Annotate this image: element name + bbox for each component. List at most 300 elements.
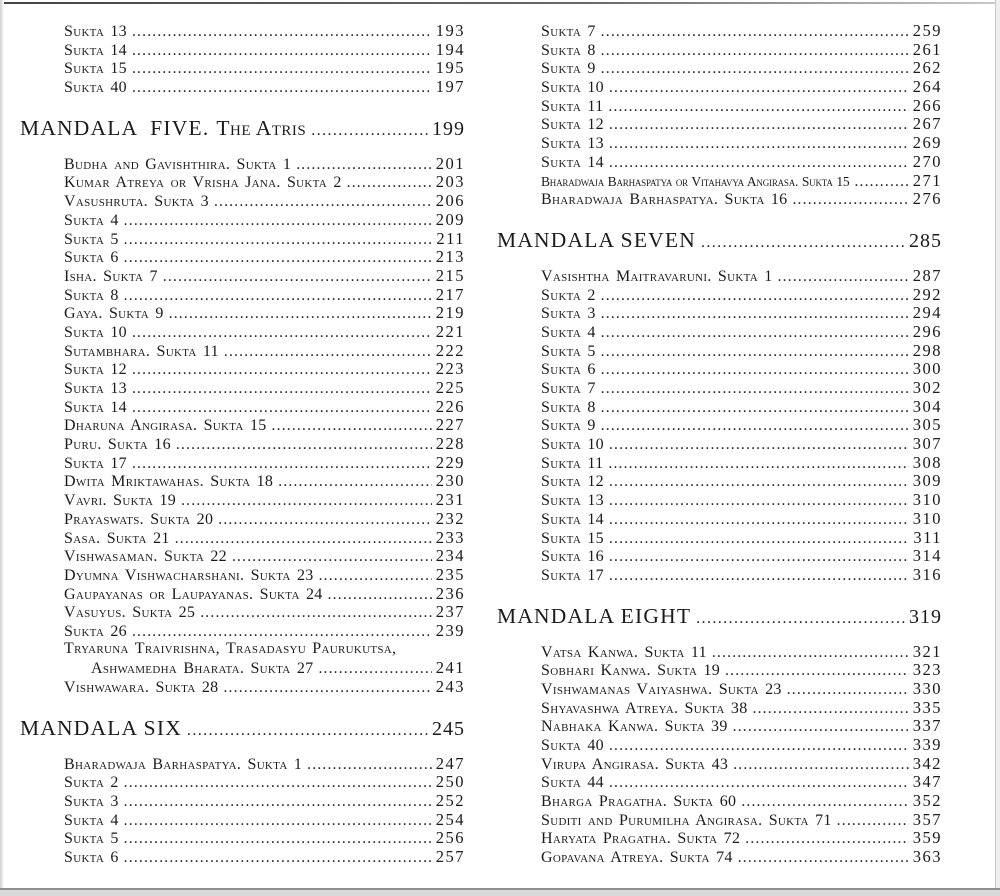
toc-entry <box>541 754 942 773</box>
dot-leader <box>124 793 432 811</box>
entry-label: Sukta 8 <box>541 41 596 59</box>
page-number: 311 <box>913 527 942 547</box>
toc-entry <box>541 58 942 77</box>
toc-entry <box>64 490 465 509</box>
dot-leader <box>176 436 432 454</box>
dot-leader <box>187 722 428 740</box>
dot-leader <box>854 173 908 191</box>
entry-label: Sukta 9 <box>541 417 596 435</box>
toc-entry <box>541 565 942 584</box>
column-0 <box>20 21 465 866</box>
page-number: 197 <box>435 77 465 97</box>
page-number: 310 <box>912 490 942 510</box>
toc-entry <box>541 490 942 509</box>
dot-leader <box>181 492 432 510</box>
toc-entry <box>64 584 465 603</box>
entry-label: Sukta 14 <box>541 153 604 171</box>
toc-entry <box>64 810 465 829</box>
toc-entry <box>541 509 942 528</box>
dot-leader <box>609 737 909 755</box>
page-number: 201 <box>435 153 465 173</box>
page-number: 316 <box>912 564 942 584</box>
entry-label: Sukta 4 <box>541 323 596 341</box>
dot-leader <box>224 343 432 361</box>
dot-leader <box>725 662 909 680</box>
dot-leader <box>601 399 909 417</box>
entry-label: Sukta 12 <box>64 361 127 379</box>
page-number: 321 <box>912 641 942 661</box>
dot-leader <box>696 610 905 628</box>
dot-leader <box>311 122 428 140</box>
page-number: 276 <box>912 189 942 209</box>
page-number: 193 <box>435 21 465 40</box>
entry-label: Sukta 2 <box>64 774 119 792</box>
entry-label: Sukta 14 <box>64 398 127 416</box>
entry-label: Sukta 14 <box>64 41 127 59</box>
toc-entry <box>541 152 942 171</box>
toc-entry <box>541 810 942 829</box>
page-number: 236 <box>435 583 465 603</box>
heading-page-number: 199 <box>432 117 465 140</box>
toc-entry <box>64 341 465 360</box>
page-number: 287 <box>912 265 942 285</box>
toc-entry <box>541 171 942 190</box>
toc-entry <box>64 154 465 173</box>
page-number: 330 <box>912 678 942 698</box>
entry-label: Sukta 40 <box>541 737 604 754</box>
toc-page <box>20 21 942 866</box>
page-number: 266 <box>912 95 942 115</box>
toc-entry <box>541 96 942 115</box>
page-number: 314 <box>912 546 942 566</box>
toc-entry <box>541 434 942 453</box>
entry-label: Shyavashwa Atreya. Sukta 38 <box>541 699 748 717</box>
page-number: 294 <box>912 303 942 323</box>
toc-entry <box>541 716 942 735</box>
page-number: 239 <box>435 620 465 640</box>
dot-leader <box>609 492 909 510</box>
toc-entry <box>541 642 942 661</box>
entry-label: Bharadwaja Barhaspatya or Vitahavya Angirasa. Sukta 15 <box>541 173 850 189</box>
dot-leader <box>132 23 432 41</box>
page-number: 310 <box>912 508 942 528</box>
entry-label: Sukta 4 <box>64 211 119 229</box>
entry-label: Sukta 3 <box>541 305 596 323</box>
toc-entry <box>64 415 465 434</box>
scan-edge-bottom <box>0 888 1000 896</box>
dot-leader <box>792 191 908 209</box>
toc-entry <box>64 471 465 490</box>
page-number: 225 <box>435 378 465 397</box>
toc-entry <box>541 189 942 208</box>
dot-leader <box>232 548 432 566</box>
page-number: 219 <box>435 303 465 323</box>
page-number: 339 <box>912 735 942 754</box>
entry-label: Sukta 7 <box>541 380 596 397</box>
dot-leader <box>175 530 432 548</box>
entry-label: Bharga Pragatha. Sukta 60 <box>541 793 737 811</box>
entry-label: Sukta 14 <box>541 510 604 528</box>
dot-leader <box>601 417 909 435</box>
dot-leader <box>837 812 909 830</box>
page-number: 234 <box>435 546 465 566</box>
dot-leader <box>132 455 432 473</box>
entry-label: Vasuyus. Sukta 25 <box>64 604 196 622</box>
entry-label: Sukta 5 <box>64 830 119 848</box>
entries-block <box>497 21 942 208</box>
toc-entry <box>64 791 465 810</box>
toc-entry <box>64 621 465 640</box>
heading-page-number: 319 <box>909 605 942 628</box>
toc-entry <box>64 397 465 416</box>
toc-entry <box>64 210 465 229</box>
toc-entry-first-line <box>64 640 465 659</box>
entry-label: Vishwasaman. Sukta 22 <box>64 548 227 566</box>
dot-leader <box>124 849 432 867</box>
page-number: 359 <box>912 828 942 848</box>
toc-entry <box>541 528 942 547</box>
entry-label: Sukta 7 <box>541 23 596 40</box>
page-number: 256 <box>435 828 465 848</box>
page-number: 215 <box>435 265 465 285</box>
page-number: 228 <box>435 434 465 454</box>
toc-entry <box>64 528 465 547</box>
toc-entry <box>541 266 942 285</box>
column-1 <box>497 21 942 866</box>
dot-leader <box>124 812 432 830</box>
entry-label: Isha. Sukta 7 <box>64 267 158 285</box>
page-number: 206 <box>435 191 465 211</box>
dot-leader <box>218 511 432 529</box>
heading-sublabel: The Atris <box>216 115 307 140</box>
dot-leader <box>733 718 909 736</box>
dot-leader <box>124 249 432 267</box>
toc-entry <box>64 546 465 565</box>
page-number: 250 <box>435 772 465 792</box>
entry-label: Sukta 6 <box>64 849 119 867</box>
page-number: 307 <box>912 434 942 454</box>
entry-label: Puru. Sukta 16 <box>64 436 171 454</box>
dot-leader <box>318 660 431 678</box>
page-number: 357 <box>912 809 942 829</box>
dot-leader <box>609 774 909 792</box>
dot-leader <box>132 623 432 641</box>
page-number: 195 <box>435 58 465 78</box>
entry-label: Sasa. Sukta 21 <box>64 529 170 547</box>
dot-leader <box>609 548 909 566</box>
entry-label: Dwita Mriktawahas. Sukta 18 <box>64 473 274 491</box>
dot-leader <box>132 399 432 417</box>
dot-leader <box>124 231 433 249</box>
scan-edge-left <box>0 0 4 896</box>
dot-leader <box>214 193 432 211</box>
dot-leader <box>132 324 432 342</box>
scan-edge-right <box>995 0 1000 896</box>
heading-page-number: 245 <box>432 717 465 740</box>
page-number: 298 <box>912 340 942 360</box>
entry-label: Sukta 15 <box>541 529 604 547</box>
toc-entry <box>64 453 465 472</box>
toc-entry <box>64 229 465 248</box>
heading-page-number: 285 <box>909 229 942 252</box>
page-number: 209 <box>435 209 465 229</box>
toc-entry <box>541 471 942 490</box>
dot-leader <box>132 60 432 78</box>
page-number: 194 <box>435 39 465 59</box>
page-number: 254 <box>435 809 465 829</box>
entry-label: Sukta 15 <box>64 60 127 78</box>
entry-label: Sukta 5 <box>541 342 596 360</box>
dot-leader <box>124 212 432 230</box>
dot-leader <box>787 681 909 699</box>
toc-entry <box>64 40 465 59</box>
entries-block <box>497 266 942 584</box>
entry-label: Sukta 2 <box>541 286 596 304</box>
page-number: 270 <box>912 151 942 171</box>
entry-label: Sukta 13 <box>64 380 127 397</box>
page-number: 302 <box>912 378 942 397</box>
entries-block <box>497 642 942 866</box>
toc-entry <box>64 847 465 866</box>
toc-entry <box>64 303 465 322</box>
page-number: 211 <box>436 228 465 248</box>
entry-label: Sukta 17 <box>541 566 604 584</box>
dot-leader <box>733 756 909 774</box>
entry-label: Vavri. Sukta 19 <box>64 492 177 510</box>
toc-entry <box>541 133 942 152</box>
dot-leader <box>712 644 909 662</box>
toc-entry <box>64 247 465 266</box>
entry-label: Sukta 5 <box>64 230 119 248</box>
toc-entry <box>541 285 942 304</box>
entry-label: Tryaruna Traivrishna, Trasadasyu Paurukutsa, <box>64 639 397 657</box>
page-number: 264 <box>912 77 942 97</box>
entry-label: Sukta 10 <box>64 323 127 341</box>
page-number: 257 <box>435 847 465 867</box>
entry-label: Sukta 13 <box>64 23 127 40</box>
dot-leader <box>609 79 909 97</box>
page-number: 217 <box>435 284 465 304</box>
entry-label: Vatsa Kanwa. Sukta 11 <box>541 643 707 661</box>
entry-label: Dharuna Angirasa. Sukta 15 <box>64 417 267 435</box>
dot-leader <box>296 156 432 174</box>
page-number: 363 <box>912 847 942 867</box>
heading-label: MANDALA SIX <box>20 715 182 740</box>
toc-entry <box>541 698 942 717</box>
entries-block <box>20 754 465 866</box>
dot-leader <box>132 380 432 398</box>
dot-leader <box>200 604 432 622</box>
page-number: 243 <box>435 677 465 696</box>
toc-entry <box>64 58 465 77</box>
toc-entry <box>64 378 465 397</box>
dot-leader <box>601 42 909 60</box>
entry-label: Sukta 9 <box>541 60 596 78</box>
dot-leader <box>608 455 908 473</box>
page-number: 335 <box>912 697 942 717</box>
toc-entry <box>541 453 942 472</box>
page-number: 259 <box>912 21 942 40</box>
page-number: 235 <box>435 564 465 584</box>
dot-leader <box>601 324 909 342</box>
entry-label: Sukta 8 <box>64 286 119 304</box>
dot-leader <box>223 679 431 697</box>
entry-label: Vasishtha Maitravaruni. Sukta 1 <box>541 267 773 285</box>
dot-leader <box>745 830 908 848</box>
entry-label: Sutambhara. Sukta 11 <box>64 342 219 360</box>
entry-label: Budha and Gavishthira. Sukta 1 <box>64 155 292 173</box>
dot-leader <box>124 774 432 792</box>
entry-label: Vishwamanas Vaiyashwa. Sukta 23 <box>541 680 782 698</box>
page-number: 226 <box>435 396 465 416</box>
toc-entry <box>64 77 465 96</box>
page-number: 292 <box>912 284 942 304</box>
toc-entry <box>541 546 942 565</box>
entry-label: Sukta 44 <box>541 774 604 792</box>
page-number: 352 <box>912 791 942 811</box>
page-number: 337 <box>912 716 942 736</box>
toc-entry <box>541 791 942 810</box>
entry-label: Bharadwaja Barhaspatya. Sukta 16 <box>541 191 788 209</box>
dot-leader <box>741 793 908 811</box>
toc-entry <box>64 828 465 847</box>
entries-block <box>20 21 465 96</box>
dot-leader <box>347 174 432 192</box>
toc-entry <box>64 509 465 528</box>
entry-label: Sukta 12 <box>541 473 604 491</box>
toc-entry <box>541 341 942 360</box>
toc-entry <box>64 565 465 584</box>
dot-leader <box>609 473 909 491</box>
dot-leader <box>609 530 909 548</box>
dot-leader <box>609 511 909 529</box>
page-number: 231 <box>435 490 465 510</box>
mandala-heading <box>20 716 465 740</box>
entry-label: Sukta 4 <box>64 811 119 829</box>
entry-label: Vasushruta. Sukta 3 <box>64 193 209 211</box>
toc-entry <box>541 828 942 847</box>
dot-leader <box>608 98 908 116</box>
page-number: 269 <box>912 133 942 153</box>
dot-leader <box>124 287 432 305</box>
entry-label: Dyumna Vishwacharshani. Sukta 23 <box>64 566 314 584</box>
toc-entry <box>64 677 465 696</box>
page-number: 308 <box>912 452 942 472</box>
toc-entry <box>64 772 465 791</box>
toc-entry <box>541 40 942 59</box>
page-number: 221 <box>435 321 465 341</box>
toc-entry <box>541 303 942 322</box>
entry-label: Ashwamedha Bharata. Sukta 27 <box>91 660 314 678</box>
page-number: 237 <box>435 602 465 622</box>
dot-leader <box>601 361 909 379</box>
toc-entry <box>541 397 942 416</box>
dot-leader <box>278 473 432 491</box>
heading-label: MANDALA SEVEN <box>497 227 696 252</box>
mandala-heading <box>497 228 942 252</box>
dot-leader <box>124 830 432 848</box>
entry-label: Vishwawara. Sukta 28 <box>64 679 219 696</box>
dot-leader <box>169 305 432 323</box>
page-number: 304 <box>912 396 942 416</box>
entry-label: Sukta 3 <box>64 793 119 811</box>
dot-leader <box>609 436 909 454</box>
toc-entry <box>541 772 942 791</box>
mandala-heading <box>20 116 465 140</box>
page-number: 267 <box>912 114 942 134</box>
entry-label: Bharadwaja Barhaspatya. Sukta 1 <box>64 755 303 773</box>
toc-entry <box>541 21 942 40</box>
page-number: 203 <box>435 172 465 192</box>
dot-leader <box>601 287 909 305</box>
page-number: 261 <box>912 39 942 59</box>
toc-entry <box>541 847 942 866</box>
page-number: 296 <box>912 321 942 341</box>
dot-leader <box>319 567 432 585</box>
entry-label: Sukta 13 <box>541 135 604 153</box>
entry-label: Nabhaka Kanwa. Sukta 39 <box>541 718 728 736</box>
dot-leader <box>609 154 909 172</box>
entry-label: Prayaswats. Sukta 20 <box>64 510 214 528</box>
heading-label: MANDALA EIGHT <box>497 603 692 628</box>
entry-label: Virupa Angirasa. Sukta 43 <box>541 755 729 773</box>
dot-leader <box>609 135 909 153</box>
entry-label: Sukta 12 <box>541 116 604 134</box>
page-number: 247 <box>435 753 465 773</box>
page-number: 232 <box>435 508 465 528</box>
toc-entry <box>541 679 942 698</box>
heading-label: MANDALA FIVE. <box>20 115 210 140</box>
toc-entry <box>541 415 942 434</box>
entry-label: Sukta 6 <box>541 361 596 379</box>
entry-label: Sukta 26 <box>64 622 127 640</box>
toc-entry <box>541 114 942 133</box>
page-number: 213 <box>435 247 465 267</box>
toc-entry <box>64 602 465 621</box>
dot-leader <box>738 849 909 867</box>
dot-leader <box>701 234 905 252</box>
page-number: 230 <box>435 471 465 491</box>
dot-leader <box>328 586 432 604</box>
toc-entry <box>541 378 942 397</box>
entry-label: Sukta 10 <box>541 79 604 97</box>
toc-entry <box>64 322 465 341</box>
entry-label: Sukta 6 <box>64 249 119 267</box>
entry-label: Sukta 40 <box>64 79 127 97</box>
page-number: 223 <box>435 359 465 379</box>
scan-edge-top <box>0 2 1000 4</box>
dot-leader <box>753 700 909 718</box>
page-number: 229 <box>435 452 465 472</box>
dot-leader <box>601 380 909 398</box>
toc-entry <box>64 172 465 191</box>
page-number: 262 <box>912 58 942 78</box>
entry-label: Gaupayanas or Laupayanas. Sukta 24 <box>64 585 323 603</box>
page-number: 305 <box>912 415 942 435</box>
entry-label: Sukta 13 <box>541 492 604 510</box>
entry-label: Sukta 8 <box>541 398 596 416</box>
page-number: 342 <box>912 753 942 773</box>
entry-label: Sukta 11 <box>541 454 604 472</box>
toc-entry <box>64 754 465 773</box>
toc-entry <box>541 322 942 341</box>
page-number: 309 <box>912 471 942 491</box>
entry-label: Gopavana Atreya. Sukta 74 <box>541 849 733 867</box>
page-number: 347 <box>912 772 942 792</box>
dot-leader <box>778 268 909 286</box>
dot-leader <box>307 756 432 774</box>
entry-label: Haryata Pragatha. Sukta 72 <box>541 830 741 848</box>
